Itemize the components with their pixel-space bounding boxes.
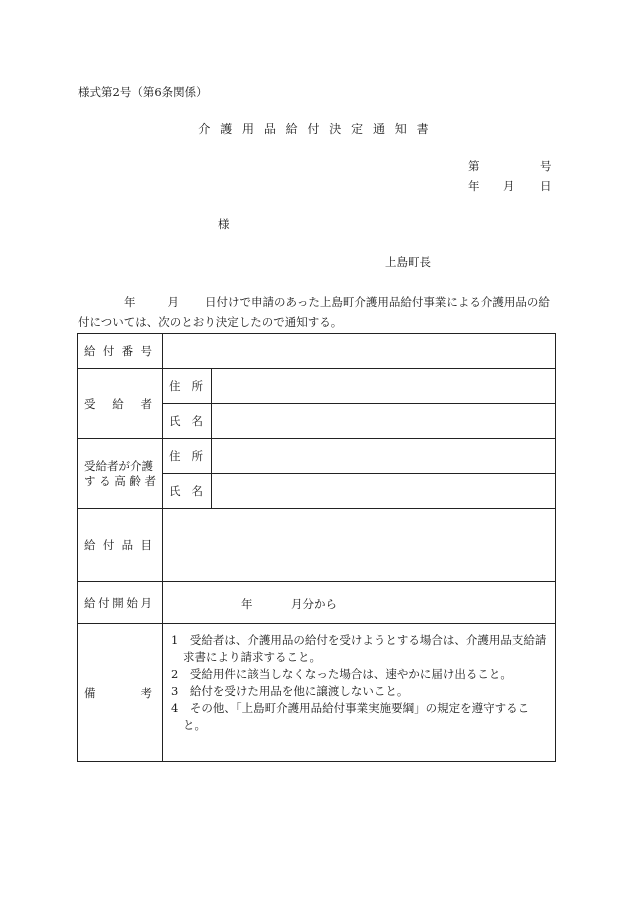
body-line2: 給付については、次のとおり決定したので通知する。	[78, 295, 550, 329]
recipient-address-field[interactable]	[212, 369, 556, 404]
doc-number-suffix: 号	[540, 159, 552, 173]
start-month-field[interactable]	[163, 582, 556, 624]
recipient-address-label: 住 所	[163, 369, 212, 404]
body-line1: 日付けで申請のあった上島町介護用品給付事業による介護用品の	[205, 295, 539, 309]
decision-table	[77, 333, 556, 762]
table-row	[78, 439, 556, 474]
elderly-person-label: 受給者が介護 す る 高 齢 者	[78, 439, 163, 509]
doc-number-prefix: 第	[468, 159, 480, 173]
issuer-name: 上島町長	[385, 255, 431, 269]
table-row	[78, 369, 556, 404]
date-year-label: 年	[468, 179, 480, 193]
elderly-name-field[interactable]	[212, 474, 556, 509]
start-month-text: 月分から	[291, 597, 337, 611]
start-year-text: 年	[241, 597, 253, 611]
note-item: 1 受給者は、介護用品の給付を受けようとする場合は、介護用品支給請求書により請求すること。	[171, 633, 547, 664]
document-title: 介 護 用 品 給 付 決 定 通 知 書	[198, 122, 432, 136]
grant-number-label: 給 付 番 号	[78, 334, 163, 369]
start-month-label: 給 付 開 始 月	[78, 582, 163, 624]
date-month-label: 月	[503, 179, 515, 193]
items-field[interactable]	[163, 509, 556, 582]
elderly-address-label: 住 所	[163, 439, 212, 474]
date-day-label: 日	[540, 179, 552, 193]
remarks-notes	[163, 624, 556, 762]
recipient-name-label: 氏 名	[163, 404, 212, 439]
form-number-label: 様式第2号（第6条関係）	[78, 85, 208, 99]
body-month: 月	[167, 295, 179, 309]
elderly-name-label: 氏 名	[163, 474, 212, 509]
notice-body	[78, 292, 558, 332]
grant-number-field[interactable]	[163, 334, 556, 369]
note-item: 2 受給用件に該当しなくなった場合は、速やかに届け出ること。	[171, 667, 512, 681]
items-label: 給 付 品 目	[78, 509, 163, 582]
note-item: 4 その他、「上島町介護用品給付事業実施要綱」の規定を遵守すること。	[171, 701, 530, 732]
table-row	[78, 509, 556, 582]
table-row	[78, 582, 556, 624]
elderly-address-field[interactable]	[212, 439, 556, 474]
recipient-label: 受 給 者	[78, 369, 163, 439]
body-year: 年	[124, 295, 136, 309]
table-row	[78, 624, 556, 762]
remarks-label: 備 考	[78, 624, 163, 762]
table-row	[78, 334, 556, 369]
addressee-honorific: 様	[218, 217, 230, 231]
recipient-name-field[interactable]	[212, 404, 556, 439]
note-item: 3 給付を受けた用品を他に譲渡しないこと。	[171, 684, 409, 698]
